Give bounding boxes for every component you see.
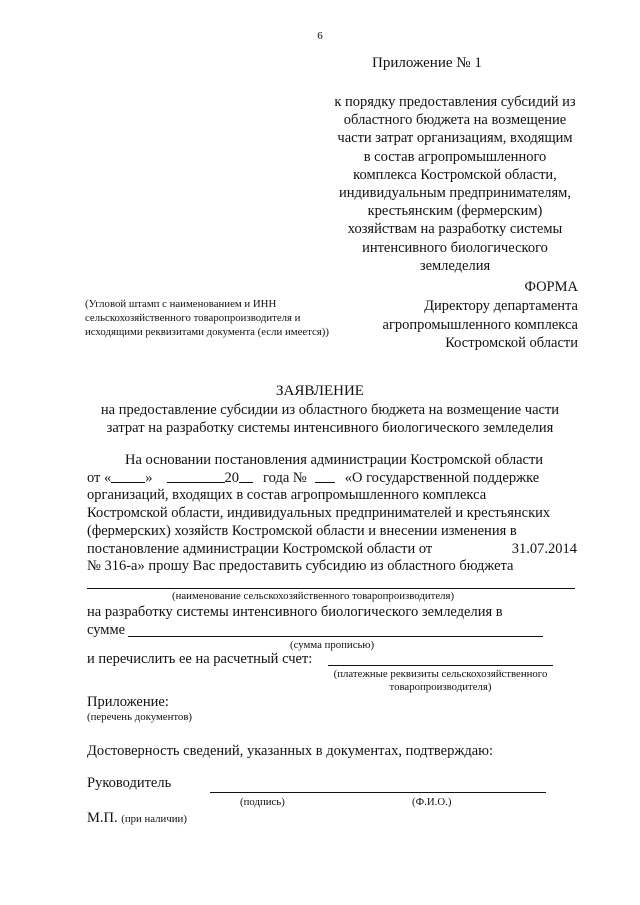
- stamp-note: (Угловой штамп с наименованием и ИНН сельскохозяйственного товаропроизводителя и исходящими реквизитами документа (если имеется)): [85, 298, 329, 338]
- decree-number-field[interactable]: [315, 470, 335, 483]
- body-line: постановление администрации Костромской области от 31.07.2014: [87, 540, 577, 557]
- body-line: На основании постановления администрации Костромской области: [125, 452, 544, 468]
- seal-label: М.П.: [87, 810, 118, 826]
- body-line: организаций, входящих в состав агропромышленного комплекса: [87, 487, 487, 504]
- body-line: № 316-а» прошу Вас предоставить субсидию из областного бюджета: [87, 558, 514, 575]
- appendix-line: крестьянским (фермерским): [367, 203, 543, 220]
- document-subtitle: [60, 401, 600, 437]
- body-line: (фермерских) хозяйств Костромской области и внесении изменения в: [87, 522, 517, 539]
- producer-name-field[interactable]: [87, 588, 575, 589]
- seal-line: [87, 810, 187, 827]
- sum-hint: (сумма прописью): [290, 639, 375, 651]
- account-label: и перечислить ее на расчетный счет:: [87, 651, 313, 667]
- application-body: [87, 452, 577, 576]
- account-field[interactable]: [328, 665, 553, 666]
- attachment-label: Приложение:: [87, 694, 169, 710]
- purpose-line: на разработку системы интенсивного биологического земледелия в: [87, 604, 503, 620]
- year-field[interactable]: [239, 470, 253, 483]
- day-field[interactable]: [111, 470, 145, 483]
- sum-field[interactable]: [128, 636, 543, 637]
- appendix-line: хозяйствам на разработку системы: [347, 221, 563, 238]
- document-title: ЗАЯВЛЕНИЕ: [276, 383, 364, 399]
- appendix-line: индивидуальным предпринимателям,: [339, 185, 571, 202]
- account-hint: (платежные реквизиты сельскохозяйственного товаропроизводителя): [333, 668, 548, 693]
- head-label: Руководитель: [87, 775, 172, 791]
- appendix-line: интенсивного биологического: [362, 239, 548, 256]
- confirmation-text: Достоверность сведений, указанных в документах, подтверждаю:: [87, 743, 494, 759]
- sum-label: сумме: [87, 622, 126, 638]
- subtitle-line: затрат на разработку системы интенсивного биологического земледелия: [106, 420, 554, 436]
- addressee-line: агропромышленного комплекса: [382, 316, 578, 333]
- addressee-line: Директору департамента: [424, 298, 578, 314]
- addressee: [383, 297, 578, 353]
- appendix-line: областного бюджета на возмещение: [343, 112, 567, 129]
- appendix-line: комплекса Костромской области,: [353, 166, 557, 183]
- appendix-line: земледелия: [419, 257, 491, 274]
- appendix-line: в состав агропромышленного: [363, 148, 547, 165]
- appendix-line: к порядку предоставления субсидий из: [334, 94, 576, 110]
- appendix-text: [310, 93, 600, 275]
- addressee-line: Костромской области: [445, 335, 578, 352]
- month-field[interactable]: [167, 470, 225, 483]
- appendix-line: части затрат организациям, входящим: [337, 130, 573, 147]
- signature-field[interactable]: [210, 792, 546, 793]
- page-number: 6: [317, 30, 323, 42]
- producer-name-hint: (наименование сельскохозяйственного товаропроизводителя): [172, 590, 455, 602]
- body-line: Костромской области, индивидуальных предпринимателей и крестьянских: [87, 505, 551, 522]
- full-name-hint: (Ф.И.О.): [412, 796, 452, 808]
- body-line-date: от « » 20 года № «О государственной поддержке: [87, 469, 540, 486]
- seal-hint: (при наличии): [121, 813, 187, 825]
- signature-hint: (подпись): [240, 796, 285, 808]
- attachment-hint: (перечень документов): [87, 711, 193, 723]
- form-label: ФОРМА: [524, 279, 578, 295]
- subtitle-line: на предоставление субсидии из областного бюджета на возмещение части: [100, 402, 560, 418]
- appendix-title: Приложение № 1: [372, 55, 482, 71]
